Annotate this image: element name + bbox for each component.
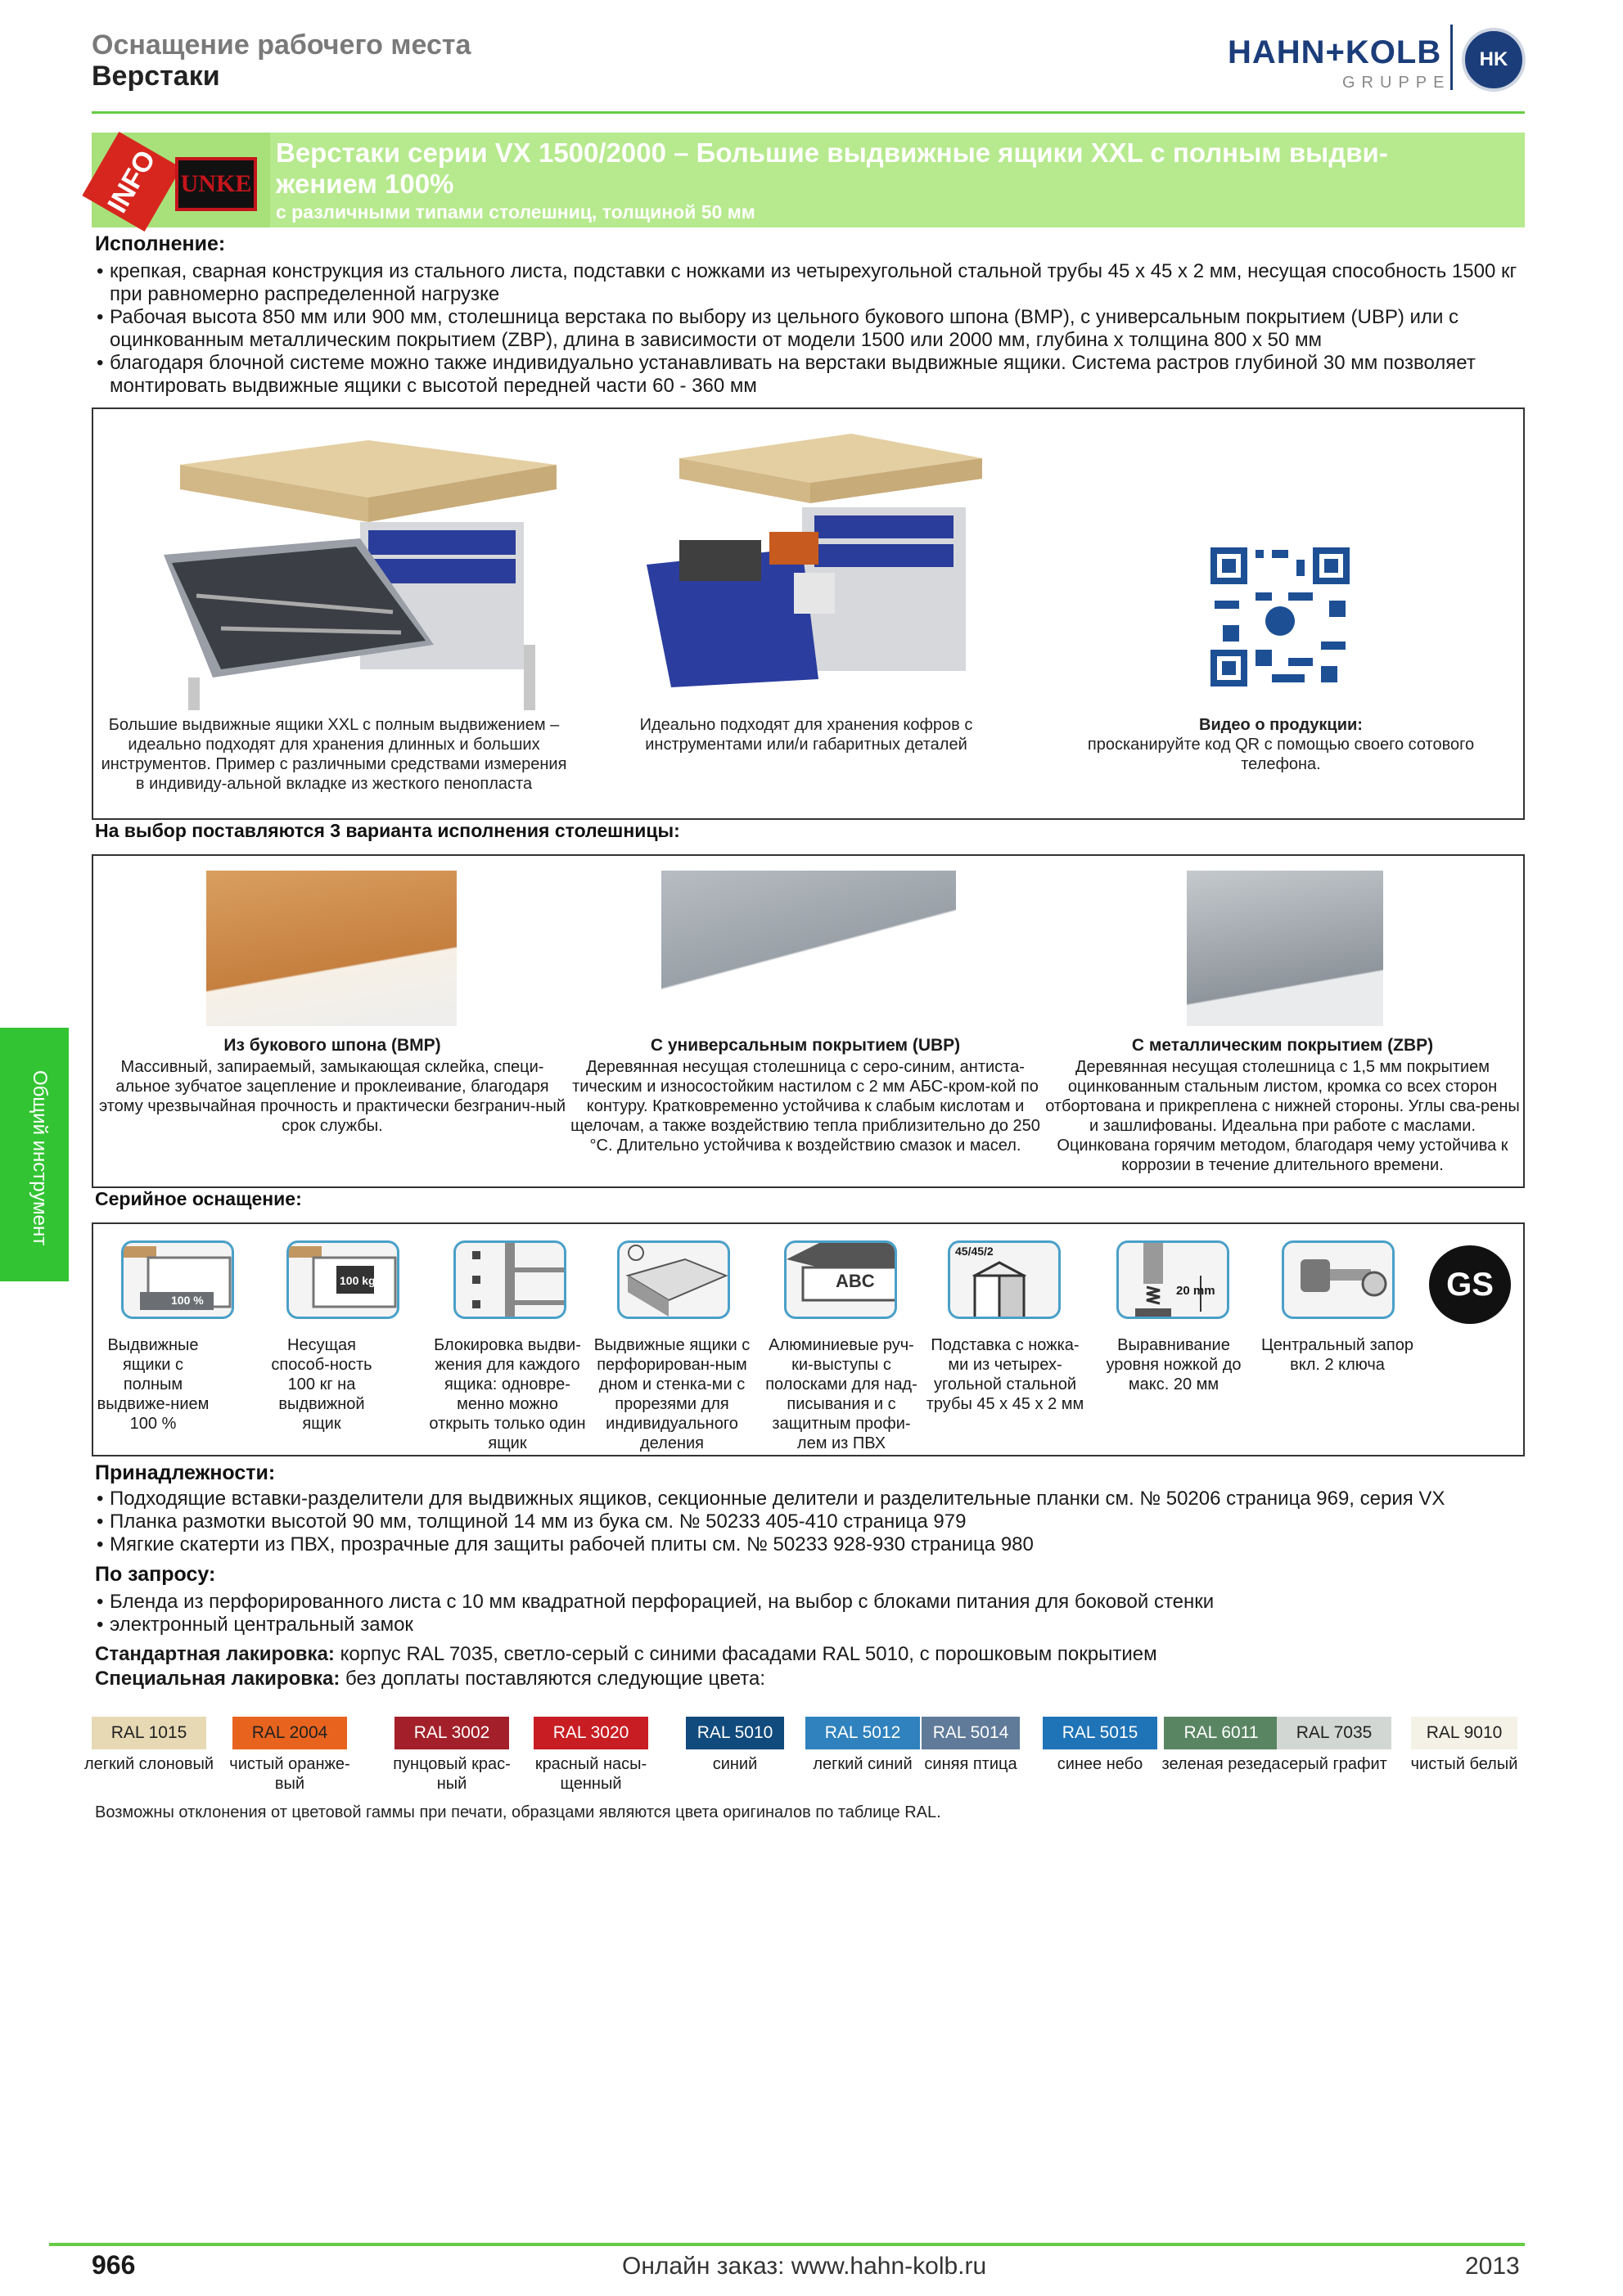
ral-swatch: RAL 3002 <box>394 1717 509 1749</box>
universal-top-image <box>661 871 956 1005</box>
logo-seal-icon: HK <box>1462 28 1526 92</box>
logo-divider <box>1450 25 1453 90</box>
info-badge-icon: INFO <box>82 132 181 232</box>
execution-heading: Исполнение: <box>95 232 226 255</box>
top-desc-ubp: Деревянная несущая столешница с серо-синим, антиста-тическим и износостойким настилом с 2 мм АБС-кром-кой по контуру. Кратковременно устойчива к слабым кислотам и щелочам, а также воздействию тепла приблизительно до 250 °C. Длительно устойчива к воздействию смазок и масел. <box>570 1058 1040 1155</box>
execution-list <box>92 260 1524 398</box>
ral-swatch: RAL 5012 <box>805 1717 920 1749</box>
special-paint-label: Специальная лакировка: <box>95 1668 340 1690</box>
request-heading: По запросу: <box>95 1563 216 1586</box>
ral-color-name: пунцовый крас-ный <box>393 1755 511 1793</box>
special-paint-text: без доплаты поставляются следующие цвета: <box>340 1668 766 1690</box>
company-logo: HAHN+KOLB <box>1228 34 1442 70</box>
feature-caption: Выдвижные ящики с перфорирован-ным дном и стенка-ми с прорезями для индивидуального деления <box>593 1336 751 1452</box>
standard-paint-text: корпус RAL 7035, светло-серый с синими фасадами RAL 5010, с порошковым покрытием <box>334 1643 1157 1665</box>
footer-year: 2013 <box>1465 2253 1520 2280</box>
icon-label: 45/45/2 <box>955 1245 994 1258</box>
ral-swatch: RAL 7035 <box>1277 1717 1391 1749</box>
drawer-100-icon <box>121 1240 234 1319</box>
ral-color-name: чистый белый <box>1410 1755 1518 1773</box>
ral-swatch: RAL 5014 <box>922 1717 1020 1749</box>
load-100kg-icon <box>286 1240 399 1319</box>
feature-caption: Подставка с ножка-ми из четырех-угольной стальной трубы 45 x 45 x 2 мм <box>926 1336 1084 1413</box>
banner-title: Верстаки серии VX 1500/2000 – Большие выдвижные ящики XXL с полным выдви-жением 100% <box>276 137 1388 199</box>
feature-caption: Выравнивание уровня ножкой до макс. 20 мм <box>1106 1336 1242 1393</box>
leveling-foot-icon <box>1116 1240 1229 1319</box>
metal-top-image <box>1187 871 1383 1026</box>
ral-swatch: RAL 3020 <box>534 1717 648 1749</box>
ral-color-name: синий <box>712 1755 758 1773</box>
ral-color-name: красный насы-щенный <box>534 1755 647 1793</box>
ral-swatch: RAL 1015 <box>92 1717 206 1749</box>
list-item: • электронный центральный замок <box>92 1614 1524 1636</box>
color-note: Возможны отклонения от цветовой гаммы при печати, образцами являются цвета оригиналов по таблице RAL. <box>95 1803 941 1821</box>
ral-swatch: RAL 9010 <box>1411 1717 1517 1749</box>
ral-swatch: RAL 5010 <box>686 1717 784 1749</box>
feature-caption: Несущая способ-ность 100 кг на выдвижной ящик <box>271 1336 372 1433</box>
photo-caption-drawer: Большие выдвижные ящики XXL с полным выдвижением – идеально подходят для хранения длинных и больших инструментов. Пример с различными средствами измерения в индивиду-альной вкладке из жесткого пенопласта <box>101 716 567 793</box>
tops-heading: На выбор поставляются 3 варианта исполнения столешницы: <box>95 820 680 841</box>
page-title: Верстаки <box>92 61 220 92</box>
top-desc-zbp: Деревянная несущая столешница с 1,5 мм покрытием оцинкованным стальным листом, кромка со всех сторон отбортована и прикреплена с нижней стороны. Углы сва-рены и зашлифованы. Идеальна при работе с маслами. Оцинкована горячим методом, благодаря чему устойчива к коррозии в течение длительного времени. <box>1045 1058 1520 1174</box>
list-item: • Мягкие скатерти из ПВХ, прозрачные для защиты рабочей плиты см. № 50233 928-930 страница 980 <box>92 1533 1524 1556</box>
workbench-tool-case-image <box>630 425 1015 704</box>
list-item: • Подходящие вставки-разделители для выдвижных ящиков, секционные делители и разделительные планки см. № 50206 страница 969, серия VX <box>92 1488 1524 1510</box>
list-item: • Бленда из перфорированного листа с 10 мм квадратной перфорацией, на выбор с блоками питания для боковой стенки <box>92 1591 1524 1614</box>
side-tab-label: Общий инструмент <box>29 1069 51 1246</box>
ral-color-name: легкий слоновый <box>83 1755 214 1773</box>
video-title: Видео о продукции: <box>1199 716 1363 734</box>
ral-color-row <box>83 1717 1525 1807</box>
ral-color-name: серый графит <box>1281 1755 1387 1773</box>
ral-color-name: легкий синий <box>813 1755 913 1773</box>
square-tube-icon <box>948 1240 1061 1319</box>
workbench-open-drawer-image <box>164 432 573 710</box>
video-text: просканируйте код QR с помощью своего сотового телефона. <box>1087 736 1475 773</box>
list-item: • Рабочая высота 850 мм или 900 мм, столешница верстака по выбору из цельного букового шпона (BMP), с универсальным покрытием (UBP) или с оцинкованным металлическим покрытием (ZBP), длина в зависимости от модели 1500 или 2000 мм, глубина x толщина 800 x 50 мм <box>92 306 1524 352</box>
footer-divider <box>49 2243 1525 2246</box>
banner-subtitle: с различными типами столешниц, толщиной 50 мм <box>276 201 755 223</box>
drawer-lock-icon <box>453 1240 566 1319</box>
feature-caption: Алюминиевые руч-ки-выступы с полосками для над-писывания и с защитным профи-лем из ПВХ <box>765 1336 917 1452</box>
footer-url[interactable]: Онлайн заказ: www.hahn-kolb.ru <box>622 2253 987 2280</box>
standard-paint <box>95 1643 1157 1666</box>
ral-swatch: RAL 5015 <box>1043 1717 1157 1749</box>
standard-heading: Серийное оснащение: <box>95 1188 302 1209</box>
perforated-drawer-icon <box>617 1240 730 1319</box>
ral-swatch: RAL 6011 <box>1164 1717 1278 1749</box>
header-divider <box>92 111 1525 114</box>
list-item: • Планка размотки высотой 90 мм, толщиной 14 мм из бука см. № 50233 405-410 страница 979 <box>92 1510 1524 1533</box>
top-title-zbp: С металлическим покрытием (ZBP) <box>1131 1036 1434 1055</box>
ral-swatch: RAL 2004 <box>232 1717 347 1749</box>
special-paint <box>95 1668 765 1690</box>
request-list <box>92 1591 1524 1636</box>
accessories-list <box>92 1488 1524 1556</box>
icon-label: ABC <box>836 1271 875 1291</box>
brand-logo: UNKE <box>175 157 257 211</box>
ral-color-name: чистый оранже-вый <box>229 1755 350 1793</box>
logo-subtitle: GRUPPE <box>1342 74 1451 92</box>
list-item: • благодаря блочной системе можно также индивидуально устанавливать на верстаки выдвижные ящики. Система растров глубиной 30 мм позволяет монтировать выдвижные ящики с высотой передней части 60 - 360 мм <box>92 352 1524 398</box>
qr-code-icon[interactable] <box>1206 543 1354 691</box>
icon-label: 100 % <box>171 1294 204 1307</box>
accessories-heading: Принадлежности: <box>95 1461 276 1484</box>
feature-caption: Блокировка выдви-жения для каждого ящика: одновре-менно можно открыть только один ящик <box>429 1336 586 1452</box>
gs-mark-icon: GS <box>1429 1245 1511 1324</box>
feature-caption: Центральный запор вкл. 2 ключа <box>1261 1336 1413 1374</box>
list-item: • крепкая, сварная конструкция из стального листа, подставки с ножками из четырехугольной стальной трубы 45 x 45 x 2 мм, несущая способность 1500 кг при равномерно распределенной нагрузке <box>92 260 1524 306</box>
aluminium-handle-icon <box>784 1240 897 1319</box>
ral-color-name: зеленая резеда <box>1161 1755 1281 1773</box>
header-category: Оснащение рабочего места <box>92 29 471 61</box>
top-title-ubp: С универсальным покрытием (UBP) <box>650 1036 961 1055</box>
top-title-bmp: Из букового шпона (BMP) <box>223 1036 441 1055</box>
feature-caption: Выдвижные ящики с полным выдвиже-нием 100 % <box>97 1336 210 1433</box>
central-lock-icon <box>1282 1240 1395 1319</box>
standard-paint-label: Стандартная лакировка: <box>95 1643 335 1665</box>
icon-label: 100 kg <box>340 1274 376 1287</box>
top-desc-bmp: Массивный, запираемый, замыкающая склейка, специ-альное зубчатое зацепление и проклеивание, благодаря этому чрезвычайная прочность и практически безгранич-ный срок службы. <box>98 1058 566 1135</box>
page-number: 966 <box>92 2250 136 2280</box>
ral-color-name: синяя птица <box>924 1755 1017 1773</box>
beech-top-image <box>206 871 457 1026</box>
icon-label: 20 mm <box>1176 1284 1215 1298</box>
ral-color-name: синее небо <box>1057 1755 1143 1773</box>
photo-caption-case: Идеально подходят для хранения кофров с инструментами или/и габаритных деталей <box>639 716 973 754</box>
